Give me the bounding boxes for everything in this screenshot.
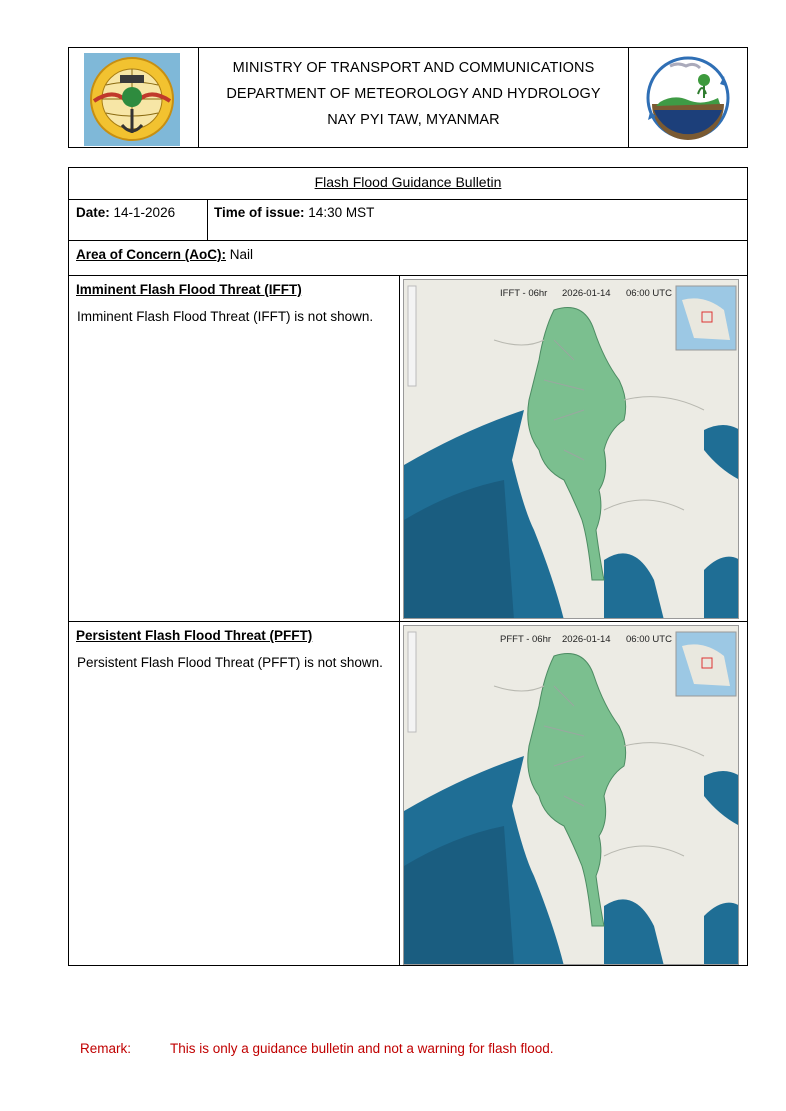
remark-text: This is only a guidance bulletin and not a warning for flash flood. <box>170 1041 554 1056</box>
time-label: Time of issue: <box>214 205 305 220</box>
hydrology-logo <box>640 54 736 142</box>
pfft-text: Persistent Flash Flood Threat (PFFT) is not shown. <box>77 655 383 670</box>
ifft-text: Imminent Flash Flood Threat (IFFT) is not shown. <box>77 309 374 324</box>
pfft-map-image <box>404 626 739 965</box>
header-ministry: MINISTRY OF TRANSPORT AND COMMUNICATIONS <box>232 60 595 76</box>
ifft-map-image <box>404 280 739 619</box>
table-divider <box>69 275 747 276</box>
table-divider <box>207 199 208 240</box>
table-divider <box>399 275 400 965</box>
pfft-map-date: 2026-01-14 <box>562 634 611 645</box>
ifft-heading: Imminent Flash Flood Threat (IFFT) <box>76 282 302 297</box>
pfft-heading: Persistent Flash Flood Threat (PFFT) <box>76 628 313 643</box>
pfft-map-product: PFFT - 06hr <box>500 634 552 645</box>
table-divider <box>69 621 747 622</box>
pfft-map-time: 06:00 UTC <box>626 634 672 645</box>
time-row <box>214 205 374 220</box>
date-label: Date: <box>76 205 110 220</box>
header-title-cell <box>199 48 628 147</box>
header-location: NAY PYI TAW, MYANMAR <box>327 112 500 128</box>
aoc-row <box>76 247 253 262</box>
aoc-label: Area of Concern (AoC): <box>76 247 227 262</box>
header-left-cell <box>69 48 199 147</box>
header-department: DEPARTMENT OF METEOROLOGY AND HYDROLOGY <box>226 86 601 102</box>
ifft-map-date: 2026-01-14 <box>562 288 611 299</box>
ifft-map-time: 06:00 UTC <box>626 288 672 299</box>
ifft-map <box>403 279 739 619</box>
bulletin-table <box>68 167 748 966</box>
date-row <box>76 205 175 220</box>
remark-label: Remark: <box>80 1041 132 1056</box>
pfft-map <box>403 625 739 965</box>
header-right-cell <box>628 48 747 147</box>
date-value: 14-1-2026 <box>113 205 176 220</box>
ifft-map-product: IFFT - 06hr <box>500 288 548 299</box>
table-divider <box>69 199 747 200</box>
ministry-logo <box>84 53 180 146</box>
time-value: 14:30 MST <box>308 205 375 220</box>
aoc-value: Nail <box>229 247 254 262</box>
table-divider <box>69 240 747 241</box>
document-header <box>68 47 748 148</box>
bulletin-title: Flash Flood Guidance Bulletin <box>314 174 502 190</box>
